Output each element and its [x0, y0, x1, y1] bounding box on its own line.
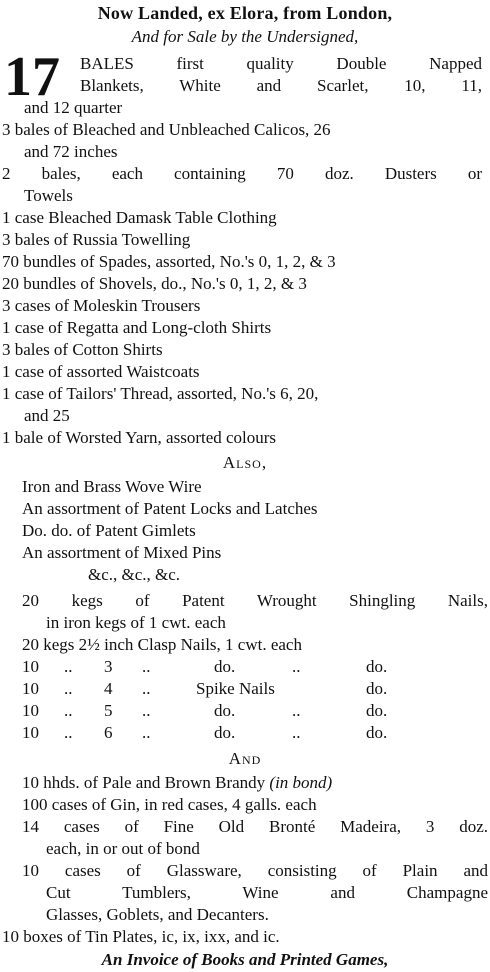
item-line: and 25: [24, 406, 70, 425]
nail-cell: do.: [214, 701, 236, 720]
nail-cell: 3: [104, 657, 113, 676]
nail-cell: do.: [366, 723, 388, 742]
item-line: 1 bale of Worsted Yarn, assorted colours: [2, 428, 277, 447]
intro-line-2: Blankets, White and Scarlet, 10, 11,: [80, 76, 482, 95]
and-item: Glasses, Goblets, and Decanters.: [46, 905, 269, 924]
and-item: [22, 772, 332, 794]
and-item: 100 cases of Gin, in red cases, 4 galls. each: [22, 795, 317, 814]
also-item: 20 kegs of Patent Wrought Shingling Nails,: [22, 591, 488, 610]
item-line: 1 case Bleached Damask Table Clothing: [2, 208, 277, 227]
nail-cell: 4: [104, 679, 113, 698]
ad-subtitle: And for Sale by the Undersigned,: [131, 27, 359, 46]
nail-cell: do.: [366, 657, 388, 676]
nail-cell: ..: [64, 679, 73, 698]
nail-cell: do.: [366, 701, 388, 720]
also-item: Do. do. of Patent Gimlets: [22, 521, 196, 540]
also-item: An assortment of Patent Locks and Latches: [22, 499, 318, 518]
nail-cell: ..: [142, 657, 151, 676]
item-line: and 72 inches: [24, 142, 118, 161]
intro-line-1: BALES first quality Double Napped: [80, 54, 482, 73]
closing-line: An Invoice of Books and Printed Games,: [101, 950, 389, 969]
and-item: Cut Tumblers, Wine and Champagne: [46, 883, 488, 902]
item-line: 20 bundles of Shovels, do., No.'s 0, 1, 2, & 3: [2, 274, 307, 293]
item-line: 3 bales of Bleached and Unbleached Calicos, 26: [2, 120, 331, 139]
item-line: 70 bundles of Spades, assorted, No.'s 0, 1, 2, & 3: [2, 252, 336, 271]
nail-cell: ..: [292, 723, 301, 742]
in-bond-note: (in bond): [269, 773, 333, 792]
item-line: 1 case of Regatta and Long-cloth Shirts: [2, 318, 272, 337]
and-heading: And: [228, 749, 262, 768]
nail-cell: 10: [22, 723, 39, 742]
nail-cell: 10: [22, 679, 39, 698]
and-item: 14 cases of Fine Old Bronté Madeira, 3 doz.: [22, 817, 488, 836]
nail-cell: 6: [104, 723, 113, 742]
intro-line-3: and 12 quarter: [24, 98, 123, 117]
also-item: in iron kegs of 1 cwt. each: [46, 613, 226, 632]
item-line: 3 bales of Russia Towelling: [2, 230, 191, 249]
nail-cell: do.: [214, 723, 236, 742]
nail-cell: Spike Nails: [196, 679, 275, 698]
nail-cell: ..: [142, 701, 151, 720]
and-item: each, in or out of bond: [46, 839, 200, 858]
nail-cell: ..: [142, 679, 151, 698]
nail-cell: 10: [22, 701, 39, 720]
nail-cell: ..: [64, 701, 73, 720]
nail-cell: ..: [292, 657, 301, 676]
ad-title: Now Landed, ex Elora, from London,: [97, 3, 393, 23]
item-line: Towels: [24, 186, 73, 205]
item-line: 1 case of Tailors' Thread, assorted, No.'s 6, 20,: [2, 384, 319, 403]
nail-cell: 5: [104, 701, 113, 720]
item-line: 3 cases of Moleskin Trousers: [2, 296, 201, 315]
also-heading: Also,: [222, 453, 268, 472]
also-item: An assortment of Mixed Pins: [22, 543, 222, 562]
nail-cell: ..: [142, 723, 151, 742]
nail-cell: 10: [22, 657, 39, 676]
lot-number: 17: [4, 46, 60, 108]
and-item: 10 cases of Glassware, consisting of Plain and: [22, 861, 488, 880]
nail-cell: ..: [64, 657, 73, 676]
nail-cell: ..: [64, 723, 73, 742]
nail-cell: do.: [214, 657, 236, 676]
item-line: 2 bales, each containing 70 doz. Dusters or: [2, 164, 482, 183]
nail-cell: ..: [292, 701, 301, 720]
tin-plates-item: 10 boxes of Tin Plates, ic, ix, ixx, and ic.: [2, 927, 280, 946]
and-item-text: 10 hhds. of Pale and Brown Brandy: [22, 773, 266, 792]
also-item: &c., &c., &c.: [88, 565, 181, 584]
also-item: 20 kegs 2½ inch Clasp Nails, 1 cwt. each: [22, 635, 302, 654]
nail-cell: do.: [366, 679, 388, 698]
item-line: 1 case of assorted Waistcoats: [2, 362, 200, 381]
item-line: 3 bales of Cotton Shirts: [2, 340, 163, 359]
also-item: Iron and Brass Wove Wire: [22, 477, 202, 496]
